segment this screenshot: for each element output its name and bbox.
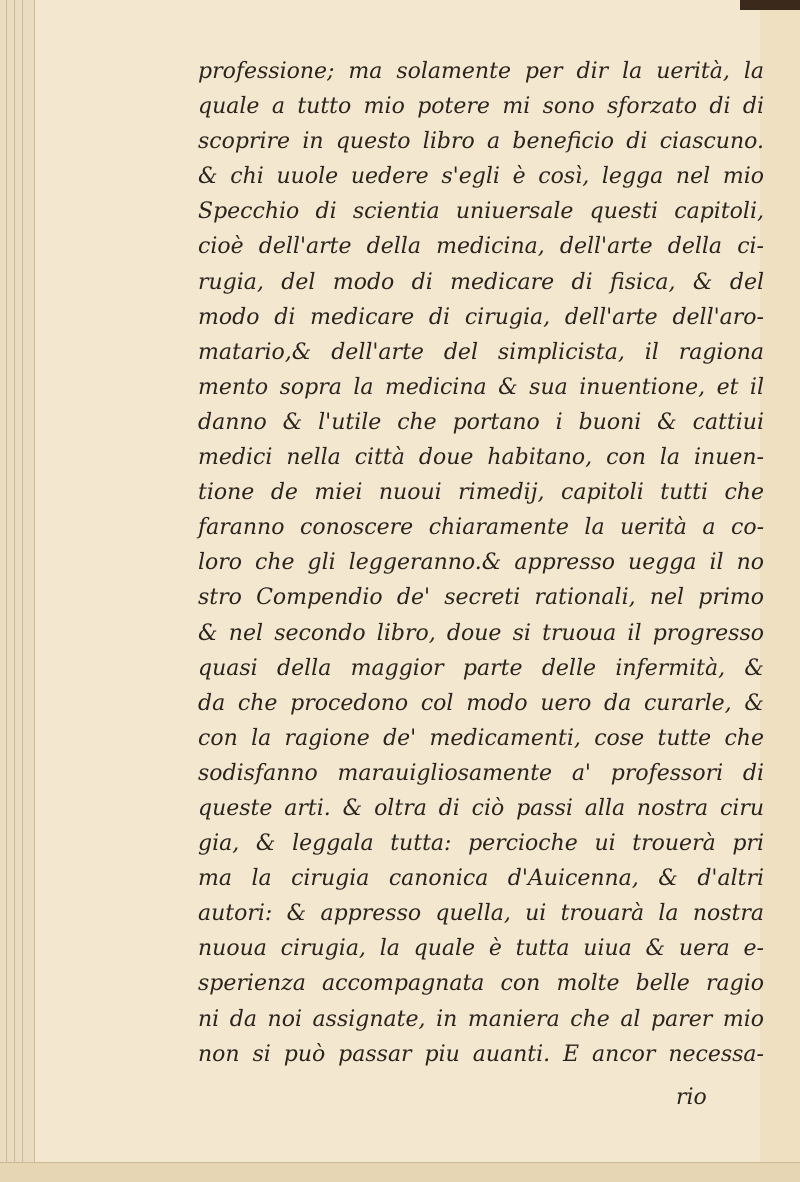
text-line: autori: & appresso quella, ui trouarà la nostra — [198, 901, 764, 927]
text-line: quasi della maggior parte delle infermità, & — [198, 655, 764, 681]
gutter-line — [22, 0, 23, 1181]
text-line: sperienza accompagnata con molte belle ragio — [198, 971, 764, 997]
page-edge-bottom — [0, 1162, 800, 1182]
text-line: queste arti. & oltra di ciò passi alla nostra ciru — [198, 795, 764, 821]
text-line: da che procedono col modo uero da curarle, & — [198, 690, 764, 716]
gutter-line — [6, 0, 7, 1181]
text-line: professione; ma solamente per dir la uerità, la — [198, 59, 764, 84]
binding-gutter — [0, 0, 35, 1181]
text-line: faranno conoscere chiaramente la uerità a co- — [198, 515, 764, 541]
text-line: con la ragione de' medicamenti, cose tutte che — [198, 725, 764, 751]
text-line: nuoua cirugia, la quale è tutta uiua & uera e- — [198, 936, 764, 962]
book-cover-corner — [740, 0, 800, 10]
text-line: quale a tutto mio potere mi sono sforzato di di — [198, 94, 764, 120]
text-line: loro che gli leggeranno.& appresso uegga il no — [198, 550, 764, 576]
text-line: sodisfanno marauigliosamente a' professori di — [198, 760, 764, 786]
text-line: ni da noi assignate, in maniera che al parer mio — [198, 1006, 764, 1032]
text-line: cioè dell'arte della medicina, dell'arte della ci- — [198, 234, 764, 260]
text-line: & nel secondo libro, doue si truoua il progresso — [198, 620, 764, 646]
text-line: gia, & leggala tutta: percioche ui trouerà pri — [198, 831, 764, 857]
text-line: non si può passar piu auanti. E ancor necessa- — [198, 1041, 764, 1067]
text-line: modo di medicare di cirugia, dell'arte dell'aro- — [198, 304, 764, 330]
catchword: rio — [676, 1085, 707, 1110]
body-text — [198, 54, 764, 1072]
text-line: mento sopra la medicina & sua inuentione, et il — [198, 374, 764, 400]
text-line: scoprire in questo libro a beneficio di ciascuno. — [198, 129, 764, 155]
text-line: danno & l'utile che portano i buoni & cattiui — [198, 409, 764, 435]
text-line: Specchio di scientia uniuersale questi capitoli, — [198, 199, 764, 225]
gutter-line — [14, 0, 15, 1181]
text-line: stro Compendio de' secreti rationali, nel primo — [198, 585, 764, 611]
text-line: ma la cirugia canonica d'Auicenna, & d'altri — [198, 866, 764, 892]
text-line: matario,& dell'arte del simplicista, il ragiona — [198, 339, 764, 365]
text-line: rugia, del modo di medicare di fisica, & del — [198, 269, 764, 295]
text-line: medici nella città doue habitano, con la inuen- — [198, 445, 764, 471]
text-line: tione de miei nuoui rimedij, capitoli tutti che — [198, 480, 764, 506]
page-edge-right — [760, 0, 800, 1181]
text-line: & chi uuole uedere s'egli è così, legga nel mio — [198, 164, 764, 190]
